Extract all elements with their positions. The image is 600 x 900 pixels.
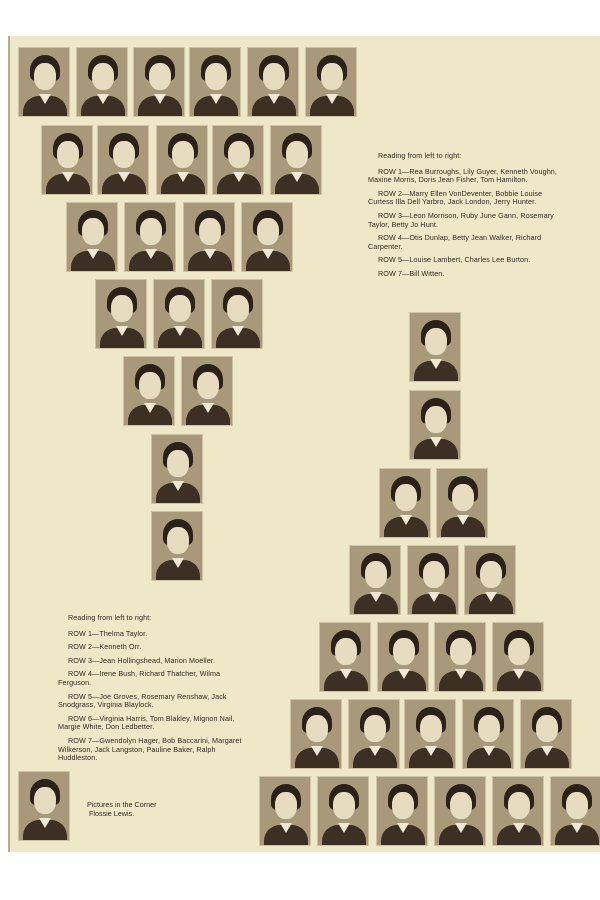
- portrait-photo: [18, 47, 70, 117]
- left-caption-row: ROW 4—Irene Bush, Richard Thatcher, Wilma Ferguson.: [58, 669, 221, 687]
- portrait-photo: [434, 622, 486, 692]
- portrait-photo: [247, 47, 299, 117]
- left-caption-row: ROW 1—Thelma Taylor.: [68, 628, 148, 638]
- portrait-photo: [95, 279, 147, 349]
- corner-caption: [87, 800, 157, 818]
- portrait-photo: [124, 202, 176, 272]
- portrait-photo: [377, 622, 429, 692]
- right-caption-row: ROW 7—Bill Witten.: [378, 268, 445, 278]
- right-caption: [368, 152, 566, 284]
- portrait-photo: [492, 622, 544, 692]
- portrait-photo: [270, 125, 322, 195]
- portrait-photo: [379, 468, 431, 538]
- portrait-photo: [41, 125, 93, 195]
- left-caption-row: ROW 3—Jean Hollingshead, Marion Moeller.: [68, 655, 216, 665]
- portrait-photo: [464, 545, 516, 615]
- left-caption: [58, 614, 254, 768]
- portrait-photo: [97, 125, 149, 195]
- right-caption-row: ROW 5—Louise Lambert, Charles Lee Burton.: [378, 255, 531, 265]
- left-caption-row: ROW 7—Gwendolyn Hager, Bob Baccarini, Margaret Wilkerson, Jack Langston, Pauline Baker, Ralph Huddleston.: [58, 735, 242, 763]
- portrait-photo: [151, 434, 203, 504]
- portrait-photo: [404, 699, 456, 769]
- portrait-photo: [319, 622, 371, 692]
- portrait-photo: [349, 545, 401, 615]
- portrait-photo: [211, 279, 263, 349]
- portrait-photo: [407, 545, 459, 615]
- right-caption-row: ROW 3—Leon Morrison, Ruby June Gann, Rosemary Taylor, Betty Jo Hunt.: [368, 210, 554, 229]
- portrait-photo: [181, 356, 233, 426]
- right-caption-row: ROW 1—Rea Burroughs, Lily Guyer, Kenneth Voughn, Maxine Morris, Doris Jean Fisher, Tom Hamilton.: [368, 166, 557, 185]
- portrait-photo: [434, 776, 486, 846]
- portrait-photo: [492, 776, 544, 846]
- portrait-photo: [18, 771, 70, 841]
- corner-caption-line: Flossie Lewis.: [89, 809, 135, 818]
- right-caption-row: ROW 2—Marry Ellen VonDeventer, Bobbie Louise Curtess Illa Dell Yarbro, Jack London, Jerry Hunter.: [368, 188, 543, 207]
- left-caption-row: ROW 6—Virginia Harris, Tom Blakley, Mignon Nail, Margie White, Don Ledbetter.: [58, 713, 235, 732]
- portrait-photo: [317, 776, 369, 846]
- portrait-photo: [409, 312, 461, 382]
- portrait-photo: [153, 279, 205, 349]
- right-caption-heading: Reading from left to right:: [378, 151, 462, 160]
- portrait-photo: [290, 699, 342, 769]
- portrait-photo: [156, 125, 208, 195]
- portrait-photo: [550, 776, 600, 846]
- portrait-photo: [348, 699, 400, 769]
- portrait-photo: [462, 699, 514, 769]
- portrait-photo: [520, 699, 572, 769]
- portrait-photo: [183, 202, 235, 272]
- left-caption-row: ROW 5—Joe Groves, Rosemary Renshaw, Jack Snodgrass, Virginia Blaylock.: [58, 691, 227, 710]
- left-caption-heading: Reading from left to right:: [68, 613, 152, 622]
- portrait-photo: [305, 47, 357, 117]
- portrait-photo: [409, 390, 461, 460]
- portrait-photo: [259, 776, 311, 846]
- portrait-photo: [436, 468, 488, 538]
- portrait-photo: [66, 202, 118, 272]
- portrait-photo: [76, 47, 128, 117]
- portrait-photo: [189, 47, 241, 117]
- corner-caption-line: Pictures in the Corner: [87, 800, 157, 809]
- portrait-photo: [376, 776, 428, 846]
- left-caption-row: ROW 2—Kenneth Orr.: [68, 642, 142, 652]
- portrait-photo: [212, 125, 264, 195]
- portrait-photo: [133, 47, 185, 117]
- portrait-photo: [241, 202, 293, 272]
- right-caption-row: ROW 4—Otis Dunlap, Betty Jean Walker, Richard Carpenter.: [368, 233, 542, 251]
- portrait-photo: [123, 356, 175, 426]
- portrait-photo: [151, 511, 203, 581]
